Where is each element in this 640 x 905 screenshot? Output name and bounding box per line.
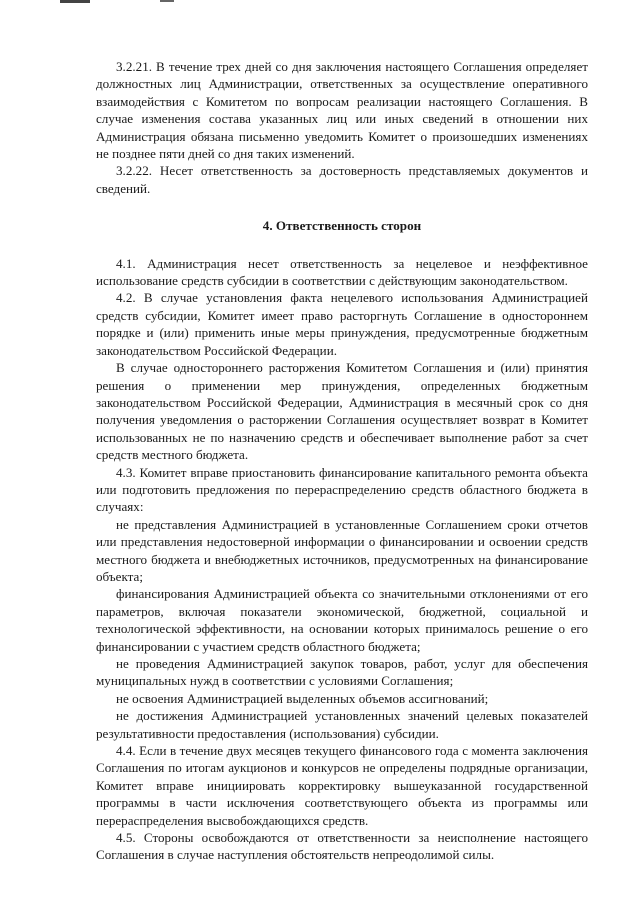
- list-item: не представления Администрацией в установленные Соглашением сроки отчетов или представления недостоверной информации о финансировании и освоении средств местного бюджета и внебюджетных источников, предусмотренных на финансирование объекта;: [96, 516, 588, 584]
- paragraph-4-1: 4.1. Администрация несет ответственность за нецелевое и неэффективное использование средств субсидии в соответствии с действующим законодательством.: [96, 255, 588, 289]
- paragraph-4-3: 4.3. Комитет вправе приостановить финансирование капитального ремонта объекта или подготовить предложения по перераспределению средств областного бюджета в случаях:: [96, 464, 588, 515]
- scan-edge-mark: [160, 0, 174, 2]
- document-page: [96, 58, 588, 864]
- paragraph-4-2: 4.2. В случае установления факта нецелевого использования Администрацией средств субсидии, Комитет имеет право расторгнуть Соглашение в одностороннем порядке и (или) применить иные меры принуждения, предусмотренные бюджетным законодательством Российской Федерации.: [96, 290, 588, 358]
- paragraph-3-2-22: 3.2.22. Несет ответственность за достоверность представляемых документов и сведений.: [96, 163, 588, 196]
- paragraph-4-2-continued: В случае одностороннего расторжения Комитетом Соглашения и (или) принятия решения о применении мер принуждения, определенных бюджетным законодательством Российской Федерации, Администрация в месячный срок со дня получения уведомления о расторжении Соглашения осуществляет возврат в Комитет использованных не по назначению средств и обеспечивает выполнение работ за счет средств местного бюджета.: [96, 360, 588, 463]
- section-heading: 4. Ответственность сторон: [262, 218, 422, 234]
- list-item: не проведения Администрацией закупок товаров, работ, услуг для обеспечения муниципальных нужд в соответствии с условиями Соглашения;: [96, 656, 588, 689]
- list-item: не освоения Администрацией выделенных объемов ассигнований;: [116, 690, 489, 706]
- list-item: финансирования Администрацией объекта со значительными отклонениями от его параметров, включая показатели экономической, бюджетной, социальной и технологической эффективности, на основании которых принималось решение о его финансировании с участием средств областного бюджета;: [96, 586, 588, 654]
- paragraph-3-2-21: 3.2.21. В течение трех дней со дня заключения настоящего Соглашения определяет должностных лиц Администрации, ответственных за осуществление оперативного взаимодействия с Комитетом по вопросам реализации настоящего Соглашения. В случае изменения состава указанных лиц или иных сведений в отношении них Администрация обязана письменно уведомить Комитет о произошедших изменениях не позднее пяти дней со дня таких изменений.: [96, 59, 588, 162]
- paragraph-4-5: 4.5. Стороны освобождаются от ответственности за неисполнение настоящего Соглашения в случае наступления обстоятельств непреодолимой силы.: [96, 830, 588, 863]
- paragraph-4-4: 4.4. Если в течение двух месяцев текущего финансового года с момента заключения Соглашения по итогам аукционов и конкурсов не определены подрядные организации, Комитет вправе инициировать корректировку вышеуказанной государственной программы в части исключения соответствующего объекта из программы или перераспределения высвобождающихся средств.: [96, 743, 588, 828]
- scan-edge-mark: [60, 0, 90, 3]
- list-item: не достижения Администрацией установленных значений целевых показателей результативности предоставления (использования) субсидии.: [96, 708, 588, 741]
